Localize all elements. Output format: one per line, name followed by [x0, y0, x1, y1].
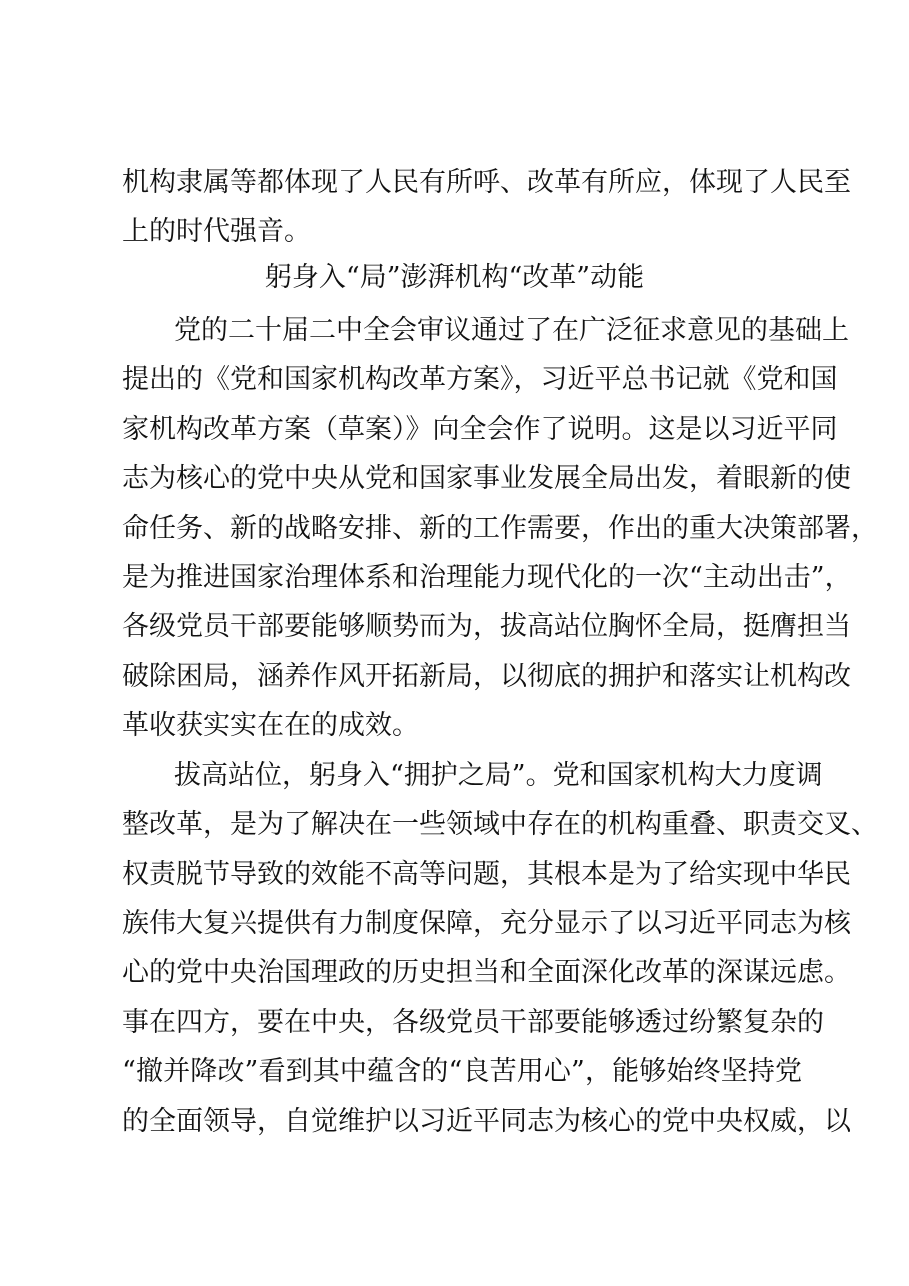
paragraph1-line-7: 各级党员干部要能够顺势而为，拔高站位胸怀全局，挺膺担当	[122, 611, 851, 642]
paragraph1-line-6: 是为推进国家治理体系和治理能力现代化的一次“主动出击”，	[122, 562, 852, 593]
intro-line-2: 上的时代强音。	[122, 216, 311, 247]
paragraph2-line-1: 拔高站位，躬身入“拥护之局”。党和国家机构大力度调	[174, 760, 823, 791]
paragraph2-line-3: 权责脱节导致的效能不高等问题，其根本是为了给实现中华民	[122, 859, 851, 890]
paragraph1-line-8: 破除困局，涵养作风开拓新局，以彻底的拥护和落实让机构改	[122, 661, 851, 692]
paragraph2-line-2: 整改革，是为了解决在一些领域中存在的机构重叠、职责交叉、	[122, 809, 878, 840]
paragraph1-line-3: 家机构改革方案（草案）》向全会作了说明。这是以习近平同	[122, 414, 838, 445]
paragraph1-line-1: 党的二十届二中全会审议通过了在广泛征求意见的基础上	[174, 315, 849, 346]
intro-line-1: 机构隶属等都体现了人民有所呼、改革有所应，体现了人民至	[122, 167, 851, 198]
paragraph2-line-7: “撤并降改”看到其中蕴含的“良苦用心”，能够始终坚持党	[122, 1056, 802, 1087]
paragraph1-line-9: 革收获实实在在的成效。	[122, 710, 419, 741]
paragraph1-line-2: 提出的《党和国家机构改革方案》，习近平总书记就《党和国	[122, 364, 838, 395]
paragraph1-line-4: 志为核心的党中央从党和国家事业发展全局出发，着眼新的使	[122, 463, 851, 494]
section-heading: 躬身入“局”澎湃机构“改革”动能	[264, 262, 645, 293]
paragraph2-line-8: 的全面领导，自觉维护以习近平同志为核心的党中央权威，以	[122, 1106, 851, 1137]
paragraph1-line-5: 命任务、新的战略安排、新的工作需要，作出的重大决策部署，	[122, 513, 878, 544]
paragraph2-line-5: 心的党中央治国理政的历史担当和全面深化改革的深谋远虑。	[122, 957, 851, 988]
paragraph2-line-6: 事在四方，要在中央，各级党员干部要能够透过纷繁复杂的	[122, 1007, 824, 1038]
paragraph2-line-4: 族伟大复兴提供有力制度保障，充分显示了以习近平同志为核	[122, 908, 851, 939]
